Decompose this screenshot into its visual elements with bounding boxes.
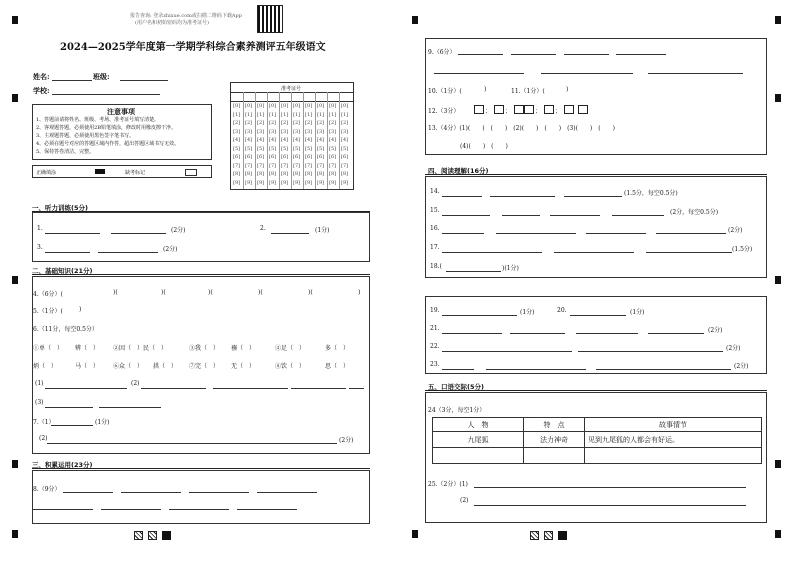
exam-id-digit[interactable]: [1] bbox=[257, 111, 265, 118]
exam-id-digit[interactable]: [3] bbox=[329, 128, 337, 135]
registration-mark bbox=[12, 94, 18, 102]
qr-code-icon bbox=[257, 5, 283, 33]
exam-id-digit[interactable]: [0] bbox=[269, 103, 277, 109]
exam-id-digit[interactable]: [5] bbox=[329, 145, 337, 152]
table-header: 特 点 bbox=[524, 418, 585, 432]
exam-id-digit[interactable]: [6] bbox=[281, 154, 289, 160]
exam-id-grid[interactable] bbox=[230, 82, 354, 190]
exam-id-digit[interactable]: [8] bbox=[329, 171, 337, 177]
exam-id-digit[interactable]: [1] bbox=[245, 111, 253, 118]
exam-id-digit[interactable]: [1] bbox=[329, 111, 337, 118]
exam-id-digit[interactable]: [2] bbox=[269, 120, 277, 126]
class-label: 班级: bbox=[93, 72, 110, 81]
exam-id-digit[interactable]: [4] bbox=[341, 137, 349, 143]
answer-box[interactable] bbox=[524, 105, 534, 114]
correct-fill-label: 正确填涂 bbox=[36, 170, 57, 176]
exam-id-digit[interactable]: [6] bbox=[233, 154, 241, 160]
exam-id-digit[interactable]: [2] bbox=[317, 120, 325, 126]
exam-id-digit[interactable]: [0] bbox=[245, 103, 253, 109]
notice-item: 2、客观题答题，必须使用2B铅笔填涂，修改时用橡皮擦干净。 bbox=[36, 125, 177, 131]
exam-id-digit[interactable]: [4] bbox=[281, 137, 289, 143]
exam-id-digit[interactable]: [1] bbox=[281, 111, 289, 118]
exam-id-digit[interactable]: [3] bbox=[305, 128, 313, 135]
exam-id-digit[interactable]: [7] bbox=[341, 162, 349, 169]
registration-mark bbox=[12, 460, 18, 468]
exam-id-digit[interactable]: [8] bbox=[245, 171, 253, 177]
registration-mark bbox=[775, 530, 781, 538]
page-mark-icon bbox=[544, 531, 553, 540]
answer-area[interactable]: 14. (1.5分，每空0.5分) 15. (2分，每空0.5分) 16. (2分) 17. (1.5分) 18.( )(1分) bbox=[425, 176, 767, 278]
exam-id-digit[interactable]: [9] bbox=[257, 179, 265, 186]
table-cell: 九尾狐 bbox=[433, 432, 524, 448]
exam-id-digit[interactable]: [1] bbox=[269, 111, 277, 118]
exam-id-digit[interactable]: [4] bbox=[305, 137, 313, 143]
section-title: 四、阅读理解(16分) bbox=[428, 167, 489, 175]
page-mark-icon bbox=[162, 531, 171, 540]
section-title: 二、基础知识(21分) bbox=[32, 267, 93, 275]
question-score: (1分) bbox=[315, 227, 330, 234]
page-mark-icon bbox=[530, 531, 539, 540]
registration-mark bbox=[12, 530, 18, 538]
answer-box[interactable] bbox=[514, 105, 524, 114]
exam-id-digit[interactable]: [6] bbox=[305, 154, 313, 160]
exam-id-digit[interactable]: [5] bbox=[257, 145, 265, 152]
table-cell: 见到九尾狐的人都会有好运。 bbox=[585, 432, 762, 448]
exam-id-digit[interactable]: [2] bbox=[281, 120, 289, 126]
registration-mark bbox=[775, 16, 781, 24]
exam-id-digit[interactable]: [9] bbox=[293, 179, 301, 186]
exam-id-digit[interactable]: [8] bbox=[305, 171, 313, 177]
exam-id-digit[interactable]: [9] bbox=[305, 179, 313, 186]
exam-id-digit[interactable]: [0] bbox=[305, 103, 313, 109]
exam-id-digit[interactable]: [3] bbox=[233, 128, 241, 135]
exam-id-digit[interactable]: [8] bbox=[269, 171, 277, 177]
name-field[interactable] bbox=[52, 80, 92, 81]
exam-id-digit[interactable]: [7] bbox=[245, 162, 253, 169]
exam-id-digit[interactable]: [2] bbox=[245, 120, 253, 126]
exam-id-digit[interactable]: [5] bbox=[293, 145, 301, 152]
class-field[interactable] bbox=[120, 80, 168, 81]
notice-item: 1、答题前请将姓名、班级、考场、准考证号填写清楚。 bbox=[36, 117, 160, 123]
exam-id-digit[interactable]: [7] bbox=[317, 162, 325, 169]
exam-id-digit[interactable]: [2] bbox=[257, 120, 265, 126]
name-label: 姓名: bbox=[33, 72, 50, 81]
exam-id-digit[interactable]: [8] bbox=[317, 171, 325, 177]
exam-id-digit[interactable]: [4] bbox=[233, 137, 241, 143]
answer-area[interactable]: 19. (1分) 20. (1分) 21. (2分) 22. (2分) 23. (2分) bbox=[425, 296, 767, 374]
exam-id-digit[interactable]: [8] bbox=[341, 171, 349, 177]
exam-id-digit[interactable]: [5] bbox=[305, 145, 313, 152]
exam-id-digit[interactable]: [3] bbox=[245, 128, 253, 135]
exam-id-digit[interactable]: [3] bbox=[341, 128, 349, 135]
exam-id-digit[interactable]: [0] bbox=[329, 103, 337, 109]
school-label: 学校: bbox=[33, 86, 50, 95]
exam-id-digit[interactable]: [9] bbox=[245, 179, 253, 186]
answer-area[interactable]: 24（3分，每空1分） 人 物 特 点 故事情节 九尾狐 法力神奇 见到九尾狐的人都会有好运。 25.（2分）(1) (2) bbox=[425, 392, 767, 523]
exam-id-digit[interactable]: [6] bbox=[293, 154, 301, 160]
school-field[interactable] bbox=[52, 94, 160, 95]
registration-mark bbox=[775, 276, 781, 284]
page-mark-icon bbox=[558, 531, 567, 540]
exam-id-digit[interactable]: [0] bbox=[293, 103, 301, 109]
question-score: (2分) bbox=[171, 227, 186, 234]
exam-id-digit[interactable]: [8] bbox=[293, 171, 301, 177]
registration-mark bbox=[412, 16, 418, 24]
question-number: 5.（1分）( bbox=[33, 308, 63, 315]
exam-id-digit[interactable]: [6] bbox=[317, 154, 325, 160]
table-header: 人 物 bbox=[433, 418, 524, 432]
exam-id-digit[interactable]: [3] bbox=[257, 128, 265, 135]
exam-id-digit[interactable]: [1] bbox=[305, 111, 313, 118]
exam-id-digit[interactable]: [6] bbox=[329, 154, 337, 160]
exam-id-digit[interactable]: [1] bbox=[293, 111, 301, 118]
notice-item: 4、必须在题号对应的答题区域内作答，超出答题区域书写无效。 bbox=[36, 141, 180, 147]
exam-id-digit[interactable]: [2] bbox=[293, 120, 301, 126]
answer-box[interactable] bbox=[494, 105, 504, 114]
exam-id-digit[interactable]: [3] bbox=[281, 128, 289, 135]
registration-mark bbox=[412, 530, 418, 538]
exam-id-digit[interactable]: [2] bbox=[305, 120, 313, 126]
exam-id-digit[interactable]: [7] bbox=[329, 162, 337, 169]
correct-fill-sample bbox=[95, 169, 105, 174]
exam-id-digit[interactable]: [5] bbox=[281, 145, 289, 152]
exam-id-digit[interactable]: [5] bbox=[245, 145, 253, 152]
exam-id-digit[interactable]: [7] bbox=[281, 162, 289, 169]
exam-id-digit[interactable]: [9] bbox=[269, 179, 277, 186]
exam-id-digit[interactable]: [9] bbox=[341, 179, 349, 186]
exam-id-digit[interactable]: [4] bbox=[245, 137, 253, 143]
answer-area[interactable]: 8.（9分） bbox=[32, 470, 370, 524]
answer-area[interactable]: 9.（6分） 10.（1分）( ) 11.（1分）( ) 12.（3分） ； ； ； ； 13.（4分）(1)( ) ( ) (2)( ) ( ) (3)( ) ( ) (4)( ) ( ) bbox=[425, 38, 767, 155]
exam-id-digit[interactable]: [9] bbox=[281, 179, 289, 186]
exam-id-digit[interactable]: [9] bbox=[329, 179, 337, 186]
exam-id-digit[interactable]: [6] bbox=[245, 154, 253, 160]
answer-area[interactable]: 4.（6分）( )( )( )( )( )( ) 5.（1分）( ) 6.（11分，每空0.5分） ①单（ ） 辨（ ） ②因（ ）民（ ） ③我（ ） 襁（ ） ④足（ ） 多（ ） 炳（ ） 马（ ） ⑥众（ ） 拱（ ） ⑦完（ ） 无（ ） ⑧饮（ ） 思（ ） (1) (2) (3) 7.（1） (1分) (2) (2分) bbox=[32, 276, 370, 454]
exam-id-digit[interactable]: [9] bbox=[317, 179, 325, 186]
exam-id-digit[interactable]: [0] bbox=[281, 103, 289, 109]
exam-id-digit[interactable]: [2] bbox=[233, 120, 241, 126]
notice-item: 3、主观题答题，必须使用黑色签字笔书写。 bbox=[36, 133, 135, 139]
exam-id-digit[interactable]: [3] bbox=[293, 128, 301, 135]
question-number: 2. bbox=[260, 225, 266, 232]
answer-box[interactable] bbox=[578, 105, 588, 114]
table-header: 故事情节 bbox=[585, 418, 762, 432]
exam-id-digit[interactable]: [1] bbox=[341, 111, 349, 118]
registration-mark bbox=[775, 94, 781, 102]
section-title: 三、积累运用(23分) bbox=[32, 461, 93, 469]
exam-id-digit[interactable]: [2] bbox=[329, 120, 337, 126]
page-title: 2024—2025学年度第一学期学科综合素养测评五年级语文 bbox=[60, 42, 326, 53]
table-cell[interactable] bbox=[524, 448, 585, 464]
notice-item: 5、保持答卷清洁、完整。 bbox=[36, 149, 95, 155]
exam-id-digit[interactable]: [4] bbox=[293, 137, 301, 143]
story-table bbox=[432, 417, 762, 464]
exam-id-digit[interactable]: [7] bbox=[269, 162, 277, 169]
exam-id-digit[interactable]: [4] bbox=[317, 137, 325, 143]
section-title: 五、口语交际(5分) bbox=[428, 383, 484, 391]
registration-mark bbox=[12, 16, 18, 24]
exam-id-digit[interactable]: [0] bbox=[233, 103, 241, 109]
exam-id-digit[interactable]: [7] bbox=[257, 162, 265, 169]
question-score: (2分) bbox=[163, 246, 178, 253]
exam-id-digit[interactable]: [5] bbox=[341, 145, 349, 152]
page-mark-icon bbox=[148, 531, 157, 540]
table-cell: 法力神奇 bbox=[524, 432, 585, 448]
section-title: 一、听力训练(5分) bbox=[32, 204, 88, 212]
exam-id-digit[interactable]: [0] bbox=[317, 103, 325, 109]
exam-id-digit[interactable]: [0] bbox=[341, 103, 349, 109]
exam-id-digit[interactable]: [6] bbox=[341, 154, 349, 160]
exam-id-digit[interactable]: [3] bbox=[269, 128, 277, 135]
absent-label: 缺考标记 bbox=[125, 170, 146, 176]
exam-id-digit[interactable]: [5] bbox=[233, 145, 241, 152]
exam-id-digit[interactable]: [7] bbox=[305, 162, 313, 169]
exam-id-digit[interactable]: [2] bbox=[341, 120, 349, 126]
exam-id-digit[interactable]: [9] bbox=[233, 179, 241, 186]
exam-id-digit[interactable]: [4] bbox=[257, 137, 265, 143]
exam-id-label: 准考证号 bbox=[281, 86, 302, 92]
exam-id-digit[interactable]: [7] bbox=[233, 162, 241, 169]
exam-id-digit[interactable]: [7] bbox=[293, 162, 301, 169]
exam-id-digit[interactable]: [4] bbox=[269, 137, 277, 143]
exam-id-digit[interactable]: [0] bbox=[257, 103, 265, 109]
answer-box[interactable] bbox=[474, 105, 484, 114]
exam-id-digit[interactable]: [5] bbox=[317, 145, 325, 152]
exam-id-digit[interactable]: [6] bbox=[257, 154, 265, 160]
question-number: 1. bbox=[37, 225, 43, 232]
registration-mark bbox=[12, 276, 18, 284]
download-note: 报告查询: 登录zhixue.com或扫描二维码下载App bbox=[130, 13, 242, 19]
exam-id-digit[interactable]: [8] bbox=[233, 171, 241, 177]
notice-title: 注意事项 bbox=[107, 107, 135, 116]
question-number: 3. bbox=[37, 244, 43, 251]
exam-id-digit[interactable]: [8] bbox=[281, 171, 289, 177]
exam-id-digit[interactable]: [4] bbox=[329, 137, 337, 143]
absent-mark-box[interactable] bbox=[185, 169, 197, 176]
account-note: (用户名和初始密码均为准考证号) bbox=[135, 20, 209, 26]
exam-id-digit[interactable]: [3] bbox=[317, 128, 325, 135]
page-mark-icon bbox=[134, 531, 143, 540]
question-number: 4.（6分）( bbox=[33, 291, 63, 298]
notice-box bbox=[32, 104, 212, 160]
answer-area[interactable] bbox=[32, 212, 370, 262]
registration-mark bbox=[775, 460, 781, 468]
fill-sample-box bbox=[32, 165, 212, 178]
table-cell[interactable] bbox=[433, 448, 524, 464]
answer-box[interactable] bbox=[564, 105, 574, 114]
exam-id-digit[interactable]: [5] bbox=[269, 145, 277, 152]
question-number: 6.（11分，每空0.5分） bbox=[33, 326, 98, 333]
table-cell[interactable] bbox=[585, 448, 762, 464]
answer-box[interactable] bbox=[544, 105, 554, 114]
exam-id-digit[interactable]: [1] bbox=[233, 111, 241, 118]
exam-id-digit[interactable]: [8] bbox=[257, 171, 265, 177]
exam-id-digit[interactable]: [6] bbox=[269, 154, 277, 160]
exam-id-digit[interactable]: [1] bbox=[317, 111, 325, 118]
